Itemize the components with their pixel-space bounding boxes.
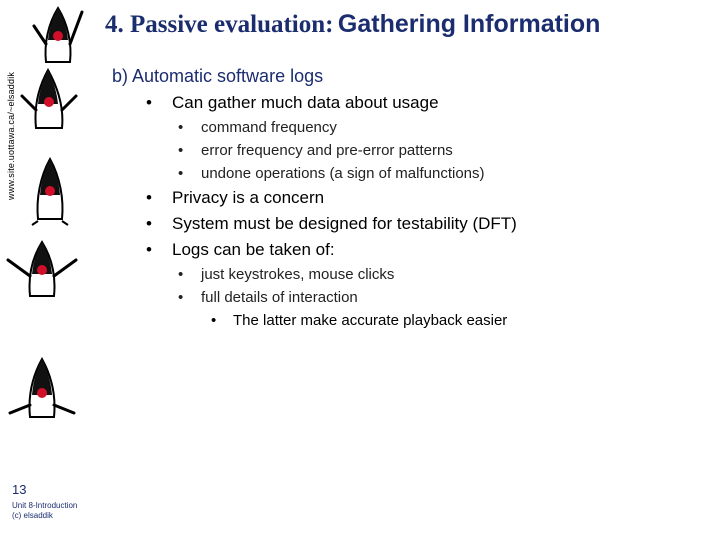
list-item-text: Privacy is a concern [172,188,325,207]
bullet-icon: • [211,312,217,329]
bullet-icon: • [178,119,184,136]
duke-mascot-icon [28,155,72,227]
duke-mascot-icon [4,238,80,306]
footer-course: Unit 8-Introduction [12,501,78,510]
list-item-text: The latter make accurate playback easier [233,312,508,329]
list-item-text: undone operations (a sign of malfunctions) [201,165,485,182]
list-item [146,214,517,234]
list-item-text: Can gather much data about usage [172,93,439,112]
side-url: www.site.uottawa.ca/~elsaddik [6,71,16,200]
list-item-text: just keystrokes, mouse clicks [201,266,395,283]
bullet-icon: • [178,266,184,283]
list-item [146,240,335,260]
bullet-icon: • [146,188,152,207]
list-item [178,289,358,306]
mascot-column [0,0,95,470]
bullet-icon: • [178,289,184,306]
list-item-text: error frequency and pre-error patterns [201,142,453,159]
list-item-text: Logs can be taken of: [172,240,335,259]
bullet-icon: • [146,93,152,112]
footer-info [12,501,77,521]
bullet-icon: • [178,165,184,182]
duke-mascot-icon [18,66,80,138]
slide-title [105,10,705,39]
bullet-icon: • [146,240,152,259]
duke-mascot-icon [4,355,80,427]
bullet-icon: • [178,142,184,159]
list-item [178,142,453,159]
duke-mascot-icon [32,4,84,74]
title-part-1: 4. Passive evaluation: [105,11,334,38]
list-item [146,93,439,113]
list-item-text: System must be designed for testability (DFT) [172,214,517,233]
page-number: 13 [12,482,27,497]
list-item-text: command frequency [201,119,337,136]
section-heading: b) Automatic software logs [112,66,324,86]
list-item [178,266,394,283]
list-item [146,188,324,208]
list-item [211,312,507,329]
list-item [178,119,337,136]
list-item-text: full details of interaction [201,289,358,306]
bullet-icon: • [146,214,152,233]
list-item [178,165,485,182]
footer-copyright: (c) elsaddik [12,511,53,520]
title-part-2: Gathering Information [337,10,601,38]
